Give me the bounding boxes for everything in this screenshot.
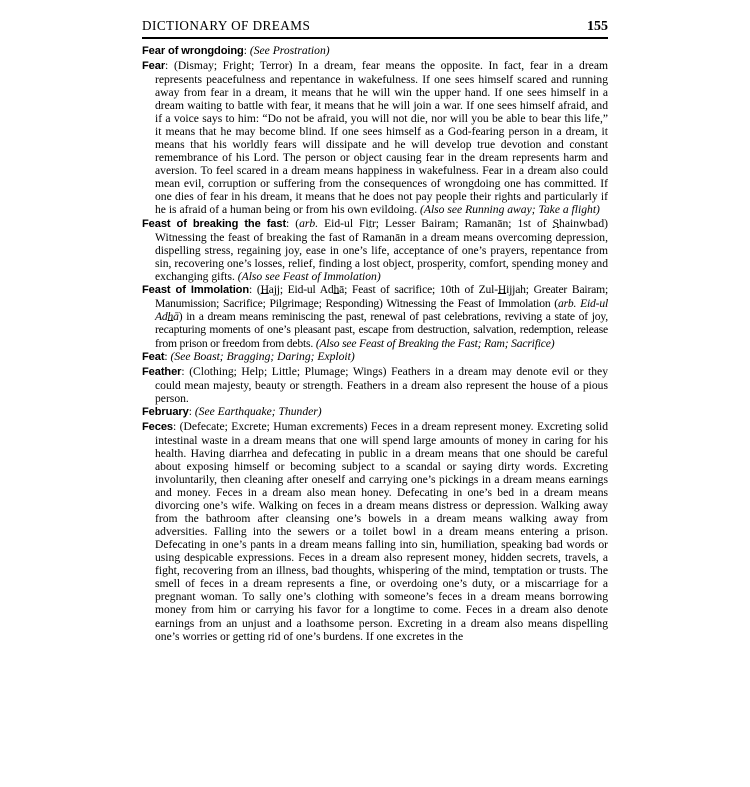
entry-headword: Feather — [142, 365, 182, 378]
running-head — [142, 18, 608, 37]
dictionary-entry-feces — [142, 420, 608, 643]
entry-headword-separator: : — [286, 216, 296, 230]
header-rule — [142, 37, 608, 39]
entry-headword-separator: : — [165, 58, 174, 72]
dictionary-entry-feat — [142, 350, 608, 364]
dictionary-entry-february — [142, 405, 608, 419]
dictionary-entry-feast-of-breaking-the-fast — [142, 217, 608, 283]
entry-headword: Feces — [142, 420, 173, 433]
dictionary-entry-fear-of-wrongdoing — [142, 44, 608, 58]
running-head-title: DICTIONARY OF DREAMS — [142, 18, 311, 33]
entry-headword-separator: : — [188, 405, 195, 419]
entry-definition: (See Earthquake; Thunder) — [194, 405, 322, 419]
entry-headword-separator: : — [172, 419, 180, 433]
dictionary-entry-feather — [142, 365, 608, 405]
entry-definition: (Hajj; Eid-ul Adhā; Feast of sacrifice; 10th of Zul-Hijjah; Greater Bairam; Manumission; Sacrifice; Pilgrimage; Responding) Witnessing the Feast of Immolation (arb. Eid-ul Adhā) in a dream means reminiscing the past, renewal of past celebrations, reviving a state of joy, recapturing moments of one’s pleasant past, escape from destruction, salvation, redemption, release from prison or freedom from debts. (Also see Feast of Breaking the Fast; Ram; Sacrifice) — [155, 283, 608, 350]
entry-headword: Fear — [142, 59, 166, 72]
page-content-column — [142, 18, 608, 643]
entry-list — [142, 44, 608, 643]
entry-definition: (arb. Eid-ul Fitr; Lesser Bairam; Ramanān; 1st of Shainwbad) Witnessing the feast of breaking the fast of Ramanān in a dream means overcoming depression, dispelling stress, regaining joy, ease in one’s life, acceptance of one’s prayers, repentance from sin, recovering one’s losses, relief, finding a lost object, prosperity, comfort, spending money and exchanging gifts. (Also see Feast of Immolation) — [155, 216, 608, 283]
entry-headword-separator: : — [164, 350, 171, 364]
entry-headword: Feast of Immolation — [142, 284, 250, 297]
page-number: 155 — [587, 19, 608, 34]
entry-headword-separator: : — [181, 364, 190, 378]
dictionary-entry-fear — [142, 59, 608, 217]
entry-headword: February — [142, 406, 189, 419]
entry-headword-separator: : — [249, 283, 257, 297]
entry-headword: Feat — [142, 351, 165, 364]
entry-definition: (See Prostration) — [249, 44, 330, 57]
entry-definition: (Dismay; Fright; Terror) In a dream, fear means the opposite. In fact, fear in a dream represents peacefulness and repentance in wakefulness. If one sees himself scared and running away from fear in a dream, it means that he will win the upper hand. If one sees himself in a dream waiting to battle with fear, it means that he will join a war. If one sees himself afraid, and if a voice says to him: “Do not be afraid, you will not die, nor will you be able to bear this life,” it means that he may become blind. If one sees himself as a God-fearing person in a dream, it means that his worldly fears will dissipate and he will develop true devotion and constant remembrance of his Lord. The person or object causing fear in the dream represents harm and aversion. To feel scared in a dream means happiness in wakefulness. Fear in a dream also could mean evil, corruption or suffering from the consequences of wrongdoing one has committed. If one dies of fear in his dream, it means that he does not pay people their rights and particularly if he is afraid of a human being or from his own evildoing. (Also see Running away; Take a flight) — [155, 58, 608, 217]
entry-definition: (See Boast; Bragging; Daring; Exploit) — [170, 350, 355, 364]
entry-definition: (Clothing; Help; Little; Plumage; Wings) Feathers in a dream may denote evil or they could mean majesty, beauty or strength. Feathers in a dream also represent the house of a pious person. — [155, 364, 608, 405]
entry-headword: Fear of wrongdoing — [142, 45, 244, 57]
entry-headword-separator: : — [243, 44, 250, 57]
dictionary-entry-feast-of-immolation — [142, 283, 608, 349]
entry-definition: (Defecate; Excrete; Human excrements) Feces in a dream represent money. Excreting solid intestinal waste in a dream means that one will spend large amounts of money in caring for his health. Having diarrhea and defecating in public in a dream means that one should be careful about exposing himself or becoming subject to a scandal or saying dirty words. Excreting involuntarily, then cleaning after oneself and carrying one’s pickings in a dream means earnings and money. Feces in a dream also mean honey. Defecating in one’s bed in a dream means divorcing one’s wife. Walking on feces in a dream means distress or depression. Walking away from the bathroom after cleansing one’s bowels in a dream means walking away from adversities. Falling into the sewers or a toilet bowl in a dream means entering a prison. Defecating in one’s pants in a dream means falling into sin, humiliation, speaking bad words or using despicable expressions. Feces in a dream also represent money, hidden secrets, travels, a fight, recovering from an illness, bad thoughts, whispering of the mind, temptation or trusts. The smell of feces in a dream represents a fine, or overdoing one’s duty, or a miscarriage for a pregnant woman. To sally one’s clothing with someone’s feces in a dream means borrowing money from him or carrying his favor for a longtime to come. Feces in a dream also denote earnings from an unjust and a loathsome person. Excreting in a dream also means dispelling one’s worries or getting rid of one’s burdens. If one excretes in the — [155, 419, 608, 643]
entry-headword: Feast of breaking the fast — [142, 217, 287, 230]
